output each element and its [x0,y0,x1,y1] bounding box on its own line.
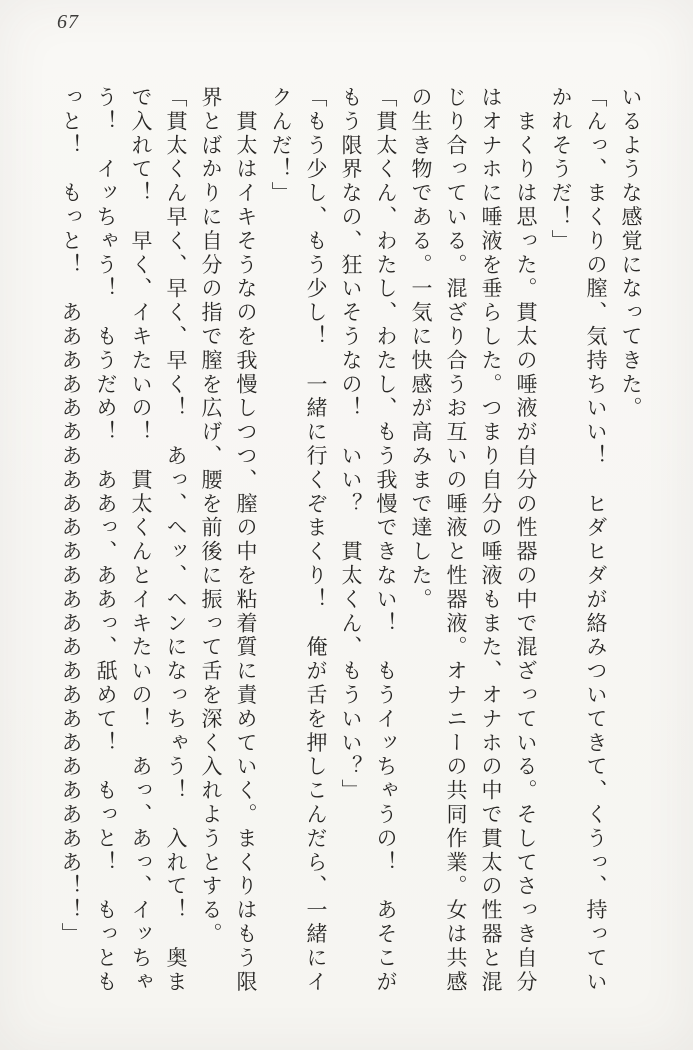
text-column: 「んっ、まくりの膣、気持ちいい！ ヒダヒダが絡みついてきて、くうっ、持ってい [584,86,608,995]
text-column: 貫太はイキそうなのを我慢しつつ、膣の中を粘着質に責めていく。まくりはもう限 [234,86,258,995]
text-column: う！ イッちゃう！ もうだめ！ ああっ、ああっ、舐めて！ もっと！ もっとも [94,86,118,995]
text-column: で入れて！ 早く、イキたいの！ 貫太くんとイキたいの！ あっ、あっ、イッちゃ [129,86,153,995]
text-column: 「もう少し、もう少し！ 一緒に行くぞまくり！ 俺が舌を押しこんだら、一緒にイ [304,86,328,995]
text-column: いるような感覚になってきた。 [619,86,643,421]
vertical-text-block [53,86,648,1004]
text-column: 界とばかりに自分の指で膣を広げ、腰を前後に振って舌を深く入れようとする。 [199,86,223,947]
text-column: もう限界なの、狂いそうなの！ いい？ 貫太くん、もういい？」 [339,86,363,803]
text-column: かれそうだ！」 [549,86,573,254]
text-column: はオナホに唾液を垂らした。つまり自分の唾液もまた、オナホの中で貫太の性器と混 [479,86,503,995]
text-column: の生き物である。一気に快感が高みまで達した。 [409,86,433,612]
text-column: じり合っている。混ざり合うお互いの唾液と性器液。オナニーの共同作業。女は共感 [444,86,468,995]
text-column: クんだ！」 [269,86,293,206]
text-column: まくりは思った。貫太の唾液が自分の性器の中で混ざっている。そしてさっき自分 [514,86,538,995]
page-number: 67 [57,11,79,33]
text-column: っと！ もっと！ ああああああああああああああああああああああああ！！」 [59,86,83,947]
text-column: 「貫太くん、わたし、わたし、もう我慢できない！ もうイッちゃうの！ あそこが [374,86,398,995]
text-column: 「貫太くん早く、早く、早く！ あっ、ヘッ、ヘンになっちゃう！ 入れて！ 奥ま [164,86,188,995]
